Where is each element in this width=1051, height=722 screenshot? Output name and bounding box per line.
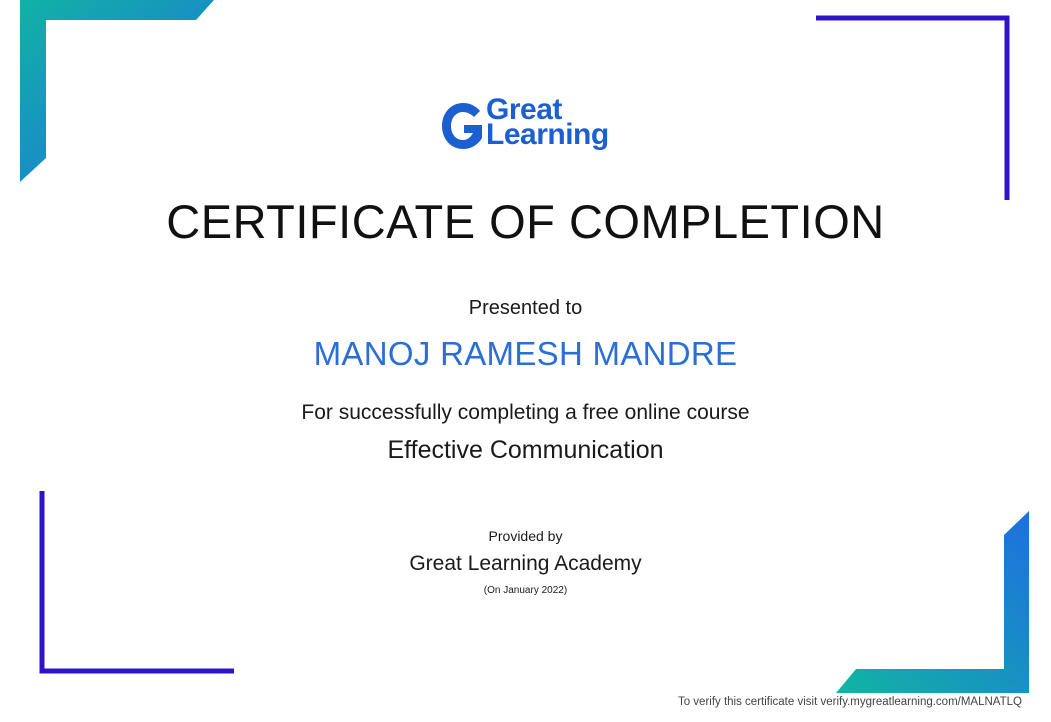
brand-name-line2: Learning	[486, 118, 609, 151]
top-right-corner-frame	[810, 10, 1020, 210]
top-left-corner-decoration	[0, 0, 220, 190]
course-name: Effective Communication	[387, 436, 664, 464]
recipient-name: MANOJ RAMESH MANDRE	[313, 335, 738, 372]
brand-name	[486, 93, 609, 151]
brand-name-line1: Great	[486, 93, 562, 126]
completion-date: (On January 2022)	[483, 585, 568, 596]
certificate-title: CERTIFICATE OF COMPLETION	[166, 195, 885, 248]
great-learning-logo-icon	[440, 101, 486, 151]
completion-reason: For successfully completing a free online course	[301, 401, 750, 424]
provided-by-label: Provided by	[488, 528, 563, 544]
provider-name: Great Learning Academy	[409, 552, 642, 575]
presented-to-label: Presented to	[468, 297, 583, 319]
verification-note: To verify this certificate visit verify.mygreatlearning.com/MALNATLQ	[677, 696, 1022, 708]
